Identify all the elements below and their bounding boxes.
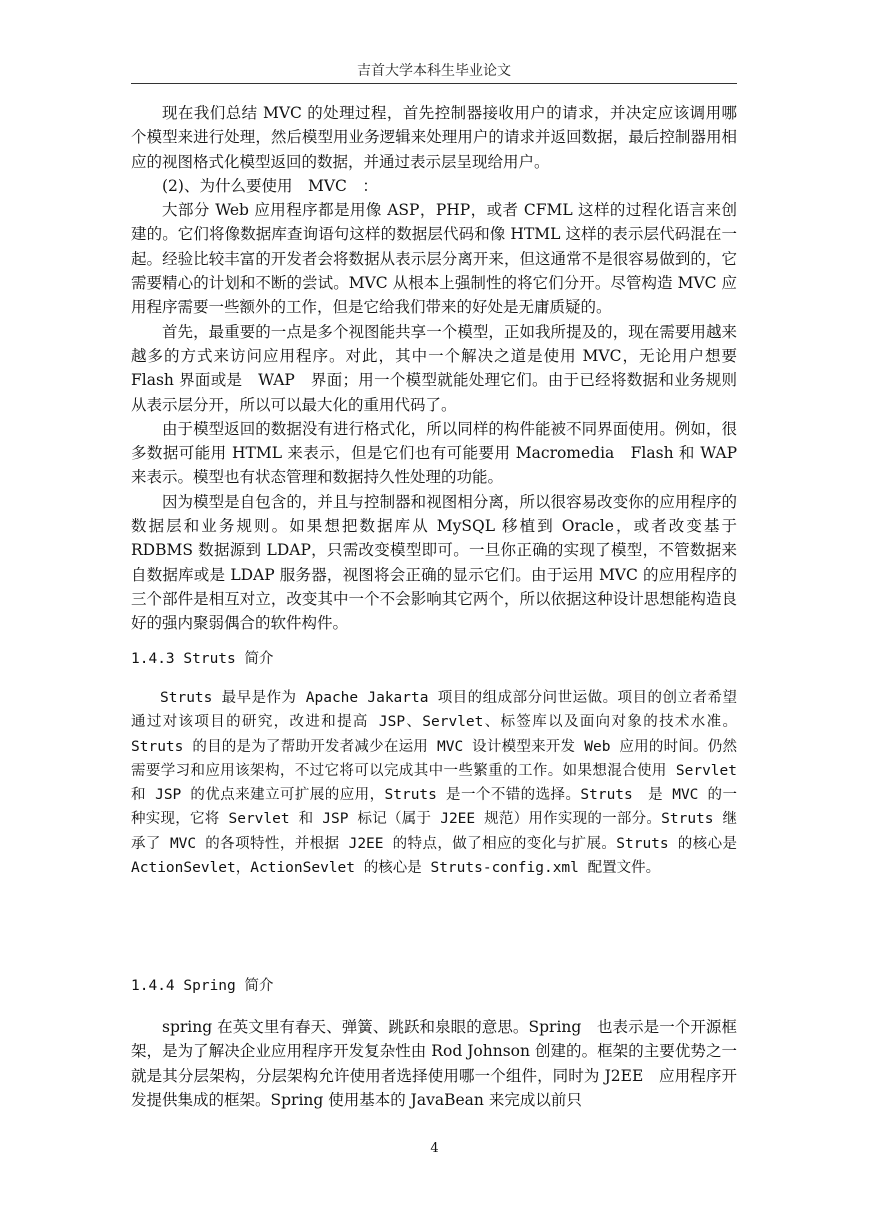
paragraph-unformatted-data: 由于模型返回的数据没有进行格式化，所以同样的构件能被不同界面使用。例如，很多数据可能用 HTML 来表示，但是它们也有可能要用 Macromedia Flash 和 WAP 来表示。模型也有状态管理和数据持久性处理的功能。 [131, 419, 737, 487]
paragraph-self-contained-model: 因为模型是自包含的，并且与控制器和视图相分离，所以很容易改变你的应用程序的数据层和业务规则。如果想把数据库从 MySQL 移植到 Oracle，或者改变基于 RDBMS 数据源到 LDAP，只需改变模型即可。一旦你正确的实现了模型，不管数据来自数据库或是 LDAP 服务器，视图将会正确的显示它们。由于运用 MVC 的应用程序的三个部件是相互对立，改变其中一个不会影响其它两个，所以依据这种设计思想能构造良好的强内聚弱偶合的软件构件。 [131, 492, 737, 633]
paragraph-mvc-summary: 现在我们总结 MVC 的处理过程，首先控制器接收用户的请求，并决定应该调用哪个模型来进行处理，然后模型用业务逻辑来处理用户的请求并返回数据，最后控制器用相应的视图格式化模型返回的数据，并通过表示层呈现给用户。 [131, 104, 737, 171]
paragraph-spring-intro: spring 在英文里有春天、弹簧、跳跃和泉眼的意思。Spring 也表示是一个开源框架，是为了解决企业应用程序开发复杂性由 Rod Johnson 创建的。框架的主要优势之一就是其分层架构，分层架构允许使用者选择使用哪一个组件，同时为 J2EE 应用程序开发提供集成的框架。Spring 使用基本的 JavaBean 来完成以前只 [131, 1018, 737, 1109]
paragraph-struts-intro: Struts 最早是作为 Apache Jakarta 项目的组成部分问世运做。项目的创立者希望通过对该项目的研究，改进和提高 JSP、Servlet、标签库以及面向对象的技术水准。Struts 的目的是为了帮助开发者减少在运用 MVC 设计模型来开发 Web 应用的时间。仍然需要学习和应用该架构，不过它将可以完成其中一些繁重的工作。如果想混合使用 Servlet 和 JSP 的优点来建立可扩展的应用，Struts 是一个不错的选择。Struts 是 MVC 的一种实现，它将 Servlet 和 JSP 标记（属于 J2EE 规范）用作实现的一部分。Struts 继承了 MVC 的各项特性，并根据 J2EE 的特点，做了相应的变化与扩展。Struts 的核心是 ActionSevlet，ActionSevlet 的核心是 Struts-config.xml 配置文件。 [131, 690, 737, 877]
running-header: 吉首大学本科生毕业论文 [357, 63, 511, 79]
section-heading-spring: 1.4.4 Spring 简介 [131, 978, 274, 994]
header-divider [131, 83, 737, 84]
section-heading-struts: 1.4.3 Struts 简介 [131, 651, 274, 667]
paragraph-shared-model: 首先，最重要的一点是多个视图能共享一个模型，正如我所提及的，现在需要用越来越多的方式来访问应用程序。对此，其中一个解决之道是使用 MVC，无论用户想要 Flash 界面或是 WAP 界面；用一个模型就能处理它们。由于已经将数据和业务规则从表示层分开，所以可以最大化的重用代码了。 [131, 322, 737, 414]
paragraph-web-apps: 大部分 Web 应用程序都是用像 ASP，PHP，或者 CFML 这样的过程化语言来创建的。它们将像数据库查询语句这样的数据层代码和像 HTML 这样的表示层代码混在一起。经验比较丰富的开发者会将数据从表示层分离开来，但这通常不是很容易做到的，它需要精心的计划和不断的尝试。MVC 从根本上强制性的将它们分开。尽管构造 MVC 应用程序需要一些额外的工作，但是它给我们带来的好处是无庸质疑的。 [131, 201, 737, 317]
struts-section [131, 686, 737, 880]
paragraph-why-mvc-heading: (2)、为什么要使用 MVC ： [162, 176, 378, 195]
spring-section [131, 1015, 737, 1112]
mvc-section [131, 101, 737, 636]
page-number: 4 [430, 1141, 439, 1156]
